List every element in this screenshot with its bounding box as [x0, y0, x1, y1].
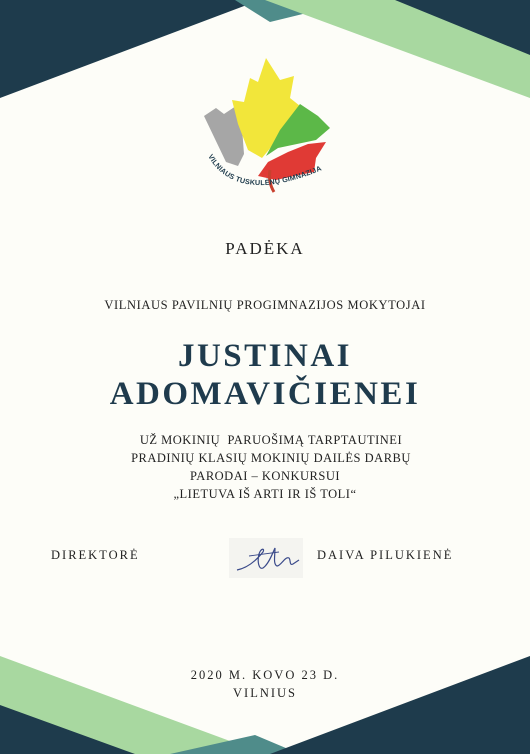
certificate-date: 2020 M. KOVO 23 D. [190, 668, 340, 682]
maple-leaf-logo [196, 58, 336, 214]
recipient-name [0, 337, 530, 413]
signatory-name: DAIVA PILUKIENĖ [317, 548, 454, 562]
reason-line-3: PARODAI – KONKURSUI [189, 469, 341, 483]
certificate-subtitle: VILNIAUS PAVILNIŲ PROGIMNAZIJOS MOKYTOJAI [104, 298, 426, 312]
logo-text: VILNIAUS TUSKULĖNŲ GIMNAZIJA [206, 152, 323, 188]
reason-line-4: „LIETUVA IŠ ARTI IR IŠ TOLI“ [173, 487, 357, 501]
recipient-last-name: ADOMAVIČIENEI [109, 376, 421, 412]
certificate-footer [0, 666, 530, 702]
signatory-role: DIREKTORĖ [51, 548, 140, 562]
certificate-place: VILNIUS [233, 686, 297, 700]
certificate-title: PADĖKA [225, 239, 305, 258]
reason-line-1: UŽ MOKINIŲ PARUOŠIMĄ TARPTAUTINEI [139, 433, 403, 447]
award-reason [0, 431, 530, 503]
recipient-first-name: JUSTINAI [177, 338, 353, 374]
reason-line-2: PRADINIŲ KLASIŲ MOKINIŲ DAILĖS DARBŲ [131, 451, 411, 465]
handwritten-signature [229, 538, 303, 578]
